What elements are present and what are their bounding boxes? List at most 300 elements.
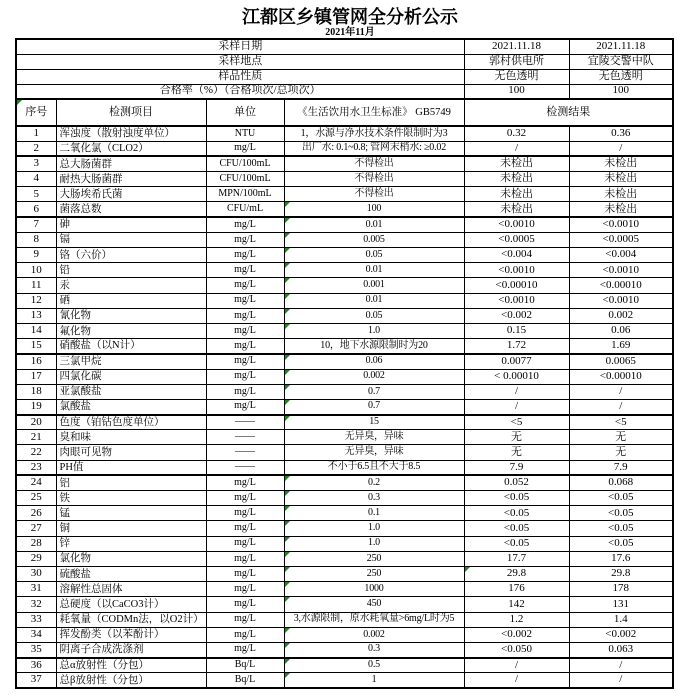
row-result-1: 无 (464, 430, 569, 445)
row-standard: 0.05 (284, 308, 464, 323)
row-result-1: <0.05 (464, 521, 569, 536)
row-item: 二氧化氯（CLO2） (56, 141, 206, 156)
row-standard: 不得检出 (284, 156, 464, 171)
row-result-2: 0.063 (569, 642, 673, 657)
row-item: 总大肠菌群 (56, 156, 206, 171)
row-result-2: <0.05 (569, 521, 673, 536)
row-no: 6 (16, 202, 56, 217)
row-result-1: / (464, 399, 569, 414)
row-no: 30 (16, 566, 56, 581)
row-unit: mg/L (206, 369, 284, 384)
row-result-2: <0.00010 (569, 278, 673, 293)
table-row (16, 278, 673, 293)
row-result-2: <0.05 (569, 491, 673, 506)
table-row (16, 551, 673, 566)
cell-flag-triangle (285, 643, 290, 648)
row-item: 阴离子合成洗涤剂 (56, 642, 206, 657)
data-section (16, 126, 673, 688)
row-unit: mg/L (206, 521, 284, 536)
row-item: 硒 (56, 293, 206, 308)
row-no: 26 (16, 506, 56, 521)
row-result-1: / (464, 673, 569, 688)
row-standard: 0.01 (284, 263, 464, 278)
table-row (16, 384, 673, 399)
table-row (16, 323, 673, 338)
row-standard: 不小于6.5且不大于8.5 (284, 460, 464, 475)
table-row (16, 658, 673, 673)
row-no: 17 (16, 369, 56, 384)
row-item: 臭和味 (56, 430, 206, 445)
row-no: 32 (16, 597, 56, 612)
info-label: 样品性质 (16, 69, 464, 84)
row-item: 溶解性总固体 (56, 582, 206, 597)
row-result-1: 29.8 (464, 566, 569, 581)
table-row (16, 339, 673, 354)
cell-flag-triangle (465, 567, 470, 572)
row-result-1: <0.05 (464, 491, 569, 506)
row-result-1: 176 (464, 582, 569, 597)
row-item: 大肠埃希氏菌 (56, 187, 206, 202)
row-result-1: <0.050 (464, 642, 569, 657)
table-row (16, 248, 673, 263)
cell-flag-triangle (285, 416, 290, 421)
row-result-1: <0.002 (464, 627, 569, 642)
row-standard: 0.06 (284, 354, 464, 369)
cell-flag-triangle (285, 582, 290, 587)
row-result-1: 未检出 (464, 187, 569, 202)
row-unit: mg/L (206, 354, 284, 369)
row-result-2: 178 (569, 582, 673, 597)
row-standard: 0.002 (284, 627, 464, 642)
row-result-2: 0.0065 (569, 354, 673, 369)
row-unit: mg/L (206, 263, 284, 278)
cell-flag-triangle (285, 659, 290, 664)
row-result-2: 未检出 (569, 172, 673, 187)
row-unit: Bq/L (206, 673, 284, 688)
cell-flag-triangle (285, 491, 290, 496)
row-unit: mg/L (206, 506, 284, 521)
table-row (16, 612, 673, 627)
row-result-1: 无 (464, 445, 569, 460)
row-standard: 1，水源与净水技术条件限制时为3 (284, 126, 464, 141)
row-result-2: <0.0010 (569, 293, 673, 308)
row-result-1: <0.0010 (464, 263, 569, 278)
row-result-2: 未检出 (569, 187, 673, 202)
page-subtitle: 2021年11月 (325, 27, 375, 38)
row-item: 镉 (56, 232, 206, 247)
row-unit: —— (206, 415, 284, 430)
row-no: 5 (16, 187, 56, 202)
row-no: 10 (16, 263, 56, 278)
row-result-2: 0.068 (569, 475, 673, 490)
row-no: 7 (16, 217, 56, 232)
row-result-1: 1.72 (464, 339, 569, 354)
table-row (16, 172, 673, 187)
row-item: 铝 (56, 475, 206, 490)
row-item: 肉眼可见物 (56, 445, 206, 460)
row-unit: mg/L (206, 248, 284, 263)
info-value-2: 无色透明 (569, 69, 673, 84)
row-unit: mg/L (206, 293, 284, 308)
table-row (16, 430, 673, 445)
cell-flag-triangle (285, 567, 290, 572)
row-result-1: 1.2 (464, 612, 569, 627)
row-no: 14 (16, 323, 56, 338)
table-row (16, 293, 673, 308)
row-result-2: / (569, 399, 673, 414)
row-standard: 不得检出 (284, 172, 464, 187)
table-row (16, 354, 673, 369)
row-result-1: / (464, 384, 569, 399)
row-unit: mg/L (206, 384, 284, 399)
row-result-1: 142 (464, 597, 569, 612)
row-result-2: / (569, 658, 673, 673)
table-row (16, 399, 673, 414)
info-section (16, 39, 673, 99)
table-row (16, 521, 673, 536)
row-standard: 0.1 (284, 506, 464, 521)
table-row (16, 627, 673, 642)
row-standard: 0.2 (284, 475, 464, 490)
info-label: 采样日期 (16, 39, 464, 54)
row-standard: 3,水源限制，原水耗氧量>6mg/L时为5 (284, 612, 464, 627)
info-value-1: 100 (464, 84, 569, 99)
row-no: 34 (16, 627, 56, 642)
row-unit: mg/L (206, 232, 284, 247)
header-section (16, 99, 673, 126)
info-row (16, 84, 673, 99)
table-row (16, 156, 673, 171)
row-no: 21 (16, 430, 56, 445)
row-standard: 1.0 (284, 521, 464, 536)
row-result-1: <0.00010 (464, 278, 569, 293)
row-result-1: <0.004 (464, 248, 569, 263)
row-result-1: 17.7 (464, 551, 569, 566)
row-standard: 1.0 (284, 536, 464, 551)
row-standard: 450 (284, 597, 464, 612)
row-standard: 0.3 (284, 642, 464, 657)
info-label: 采样地点 (16, 54, 464, 69)
row-result-2: 无 (569, 445, 673, 460)
row-standard: 0.002 (284, 369, 464, 384)
row-unit: NTU (206, 126, 284, 141)
row-result-1: 0.15 (464, 323, 569, 338)
table-row (16, 460, 673, 475)
cell-flag-triangle (285, 476, 290, 481)
row-no: 3 (16, 156, 56, 171)
row-result-1: 0.0077 (464, 354, 569, 369)
cell-flag-triangle (285, 309, 290, 314)
cell-flag-triangle (285, 400, 290, 405)
row-item: 总α放射性（分包） (56, 658, 206, 673)
row-result-2: / (569, 673, 673, 688)
row-item: 铜 (56, 521, 206, 536)
row-result-2: 17.6 (569, 551, 673, 566)
row-standard: 0.01 (284, 217, 464, 232)
cell-flag-triangle (285, 628, 290, 633)
row-result-2: 无 (569, 430, 673, 445)
row-unit: mg/L (206, 141, 284, 156)
row-item: 总硬度（以CaCO3计） (56, 597, 206, 612)
table-row (16, 126, 673, 141)
row-no: 12 (16, 293, 56, 308)
row-unit: mg/L (206, 491, 284, 506)
row-unit: mg/L (206, 627, 284, 642)
row-result-2: 1.69 (569, 339, 673, 354)
row-item: 锌 (56, 536, 206, 551)
row-unit: —— (206, 445, 284, 460)
row-no: 15 (16, 339, 56, 354)
info-value-2: 宜陵交警中队 (569, 54, 673, 69)
info-row (16, 69, 673, 84)
row-no: 36 (16, 658, 56, 673)
row-unit: mg/L (206, 339, 284, 354)
table-row (16, 642, 673, 657)
row-item: 硫酸盐 (56, 566, 206, 581)
row-unit: mg/L (206, 217, 284, 232)
row-result-1: <0.0005 (464, 232, 569, 247)
row-no: 4 (16, 172, 56, 187)
row-no: 35 (16, 642, 56, 657)
row-item: 挥发酚类（以苯酚计） (56, 627, 206, 642)
row-standard: 0.001 (284, 278, 464, 293)
cell-flag-triangle (285, 597, 290, 602)
cell-flag-triangle (17, 100, 22, 105)
row-unit: CFU/100mL (206, 172, 284, 187)
row-item: 耐热大肠菌群 (56, 172, 206, 187)
row-no: 33 (16, 612, 56, 627)
row-item: 三氯甲烷 (56, 354, 206, 369)
row-no: 11 (16, 278, 56, 293)
row-item: 浑浊度（散射浊度单位） (56, 126, 206, 141)
row-unit: mg/L (206, 475, 284, 490)
row-item: 铬（六价） (56, 248, 206, 263)
row-result-1: <0.0010 (464, 293, 569, 308)
row-unit: MPN/100mL (206, 187, 284, 202)
table-row (16, 141, 673, 156)
row-result-1: 未检出 (464, 172, 569, 187)
row-no: 37 (16, 673, 56, 688)
row-item: 砷 (56, 217, 206, 232)
row-item: 色度（铂钴色度单位） (56, 415, 206, 430)
table-row (16, 369, 673, 384)
table-row (16, 415, 673, 430)
row-standard: 1 (284, 673, 464, 688)
row-result-2: 29.8 (569, 566, 673, 581)
cell-flag-triangle (285, 355, 290, 360)
row-result-2: 0.06 (569, 323, 673, 338)
table-row (16, 232, 673, 247)
col-header-no: 序号 (16, 99, 56, 126)
info-label: 合格率（%）（合格项次/总项次） (16, 84, 464, 99)
row-item: 亚氯酸盐 (56, 384, 206, 399)
row-result-2: <0.05 (569, 536, 673, 551)
row-result-2: / (569, 384, 673, 399)
info-value-2: 100 (569, 84, 673, 99)
row-item: 汞 (56, 278, 206, 293)
col-header-standard: 《生活饮用水卫生标准》 GB5749 (284, 99, 464, 126)
row-unit: mg/L (206, 536, 284, 551)
row-no: 27 (16, 521, 56, 536)
cell-flag-triangle (285, 218, 290, 223)
cell-flag-triangle (285, 324, 290, 329)
row-unit: mg/L (206, 642, 284, 657)
table-row (16, 673, 673, 688)
row-standard: 出厂水: 0.1~0.8; 管网末梢水: ≥0.02 (284, 141, 464, 156)
row-no: 31 (16, 582, 56, 597)
info-value-1: 2021.11.18 (464, 39, 569, 54)
row-result-2: 未检出 (569, 156, 673, 171)
row-standard: 无异臭，异味 (284, 445, 464, 460)
table-row (16, 536, 673, 551)
row-standard: 0.7 (284, 399, 464, 414)
info-row (16, 54, 673, 69)
row-result-2: <0.0010 (569, 263, 673, 278)
row-item: 氯酸盐 (56, 399, 206, 414)
row-standard: 无异臭，异味 (284, 430, 464, 445)
col-header-unit: 单位 (206, 99, 284, 126)
cell-flag-triangle (285, 385, 290, 390)
row-no: 29 (16, 551, 56, 566)
table-row (16, 582, 673, 597)
table-row (16, 491, 673, 506)
row-item: 氟化物 (56, 323, 206, 338)
row-result-1: 7.9 (464, 460, 569, 475)
row-unit: CFU/100mL (206, 156, 284, 171)
column-header-row (16, 99, 673, 126)
table-row (16, 597, 673, 612)
row-no: 19 (16, 399, 56, 414)
row-standard: 0.005 (284, 232, 464, 247)
row-unit: mg/L (206, 566, 284, 581)
cell-flag-triangle (285, 552, 290, 557)
row-item: 菌落总数 (56, 202, 206, 217)
row-unit: mg/L (206, 582, 284, 597)
info-value-1: 郭村供电所 (464, 54, 569, 69)
row-unit: mg/L (206, 308, 284, 323)
row-unit: mg/L (206, 612, 284, 627)
row-standard: 不得检出 (284, 187, 464, 202)
row-no: 13 (16, 308, 56, 323)
row-item: 氯化物 (56, 551, 206, 566)
row-result-2: <0.00010 (569, 369, 673, 384)
cell-flag-triangle (285, 263, 290, 268)
row-standard: 1.0 (284, 323, 464, 338)
row-no: 18 (16, 384, 56, 399)
row-result-2: 131 (569, 597, 673, 612)
row-unit: mg/L (206, 551, 284, 566)
cell-flag-triangle (285, 521, 290, 526)
row-result-2: <0.004 (569, 248, 673, 263)
analysis-table (15, 38, 674, 689)
row-no: 24 (16, 475, 56, 490)
row-unit: mg/L (206, 278, 284, 293)
row-standard: 10，地下水源限制时为20 (284, 339, 464, 354)
row-item: 四氯化碳 (56, 369, 206, 384)
cell-flag-triangle (285, 506, 290, 511)
row-item: 氰化物 (56, 308, 206, 323)
row-result-1: 未检出 (464, 202, 569, 217)
row-result-2: <0.0005 (569, 232, 673, 247)
row-item: 总β放射性（分包） (56, 673, 206, 688)
row-result-2: <0.05 (569, 506, 673, 521)
row-standard: 0.01 (284, 293, 464, 308)
row-unit: Bq/L (206, 658, 284, 673)
row-result-2: 0.36 (569, 126, 673, 141)
table-row (16, 263, 673, 278)
cell-flag-triangle (285, 673, 290, 678)
cell-flag-triangle (285, 294, 290, 299)
row-result-1: <0.05 (464, 506, 569, 521)
row-no: 16 (16, 354, 56, 369)
row-standard: 250 (284, 566, 464, 581)
table-row (16, 445, 673, 460)
cell-flag-triangle (285, 202, 290, 207)
col-header-result: 检测结果 (464, 99, 673, 126)
cell-flag-triangle (285, 248, 290, 253)
table-row (16, 506, 673, 521)
info-row (16, 39, 673, 54)
info-value-1: 无色透明 (464, 69, 569, 84)
row-item: 硝酸盐（以N计） (56, 339, 206, 354)
row-unit: mg/L (206, 399, 284, 414)
row-result-1: <5 (464, 415, 569, 430)
row-unit: mg/L (206, 597, 284, 612)
row-item: PH值 (56, 460, 206, 475)
row-standard: 100 (284, 202, 464, 217)
row-no: 1 (16, 126, 56, 141)
row-no: 25 (16, 491, 56, 506)
row-standard: 0.05 (284, 248, 464, 263)
cell-flag-triangle (285, 233, 290, 238)
table-row (16, 187, 673, 202)
row-standard: 0.5 (284, 658, 464, 673)
row-standard: 250 (284, 551, 464, 566)
table-row (16, 475, 673, 490)
row-unit: CFU/mL (206, 202, 284, 217)
row-no: 8 (16, 232, 56, 247)
row-result-2: <5 (569, 415, 673, 430)
row-result-1: <0.05 (464, 536, 569, 551)
row-standard: 1000 (284, 582, 464, 597)
row-standard: 0.3 (284, 491, 464, 506)
row-unit: —— (206, 460, 284, 475)
row-result-1: 未检出 (464, 156, 569, 171)
row-unit: —— (206, 430, 284, 445)
row-result-2: 7.9 (569, 460, 673, 475)
row-no: 2 (16, 141, 56, 156)
cell-flag-triangle (285, 278, 290, 283)
row-result-1: <0.0010 (464, 217, 569, 232)
row-item: 锰 (56, 506, 206, 521)
row-no: 23 (16, 460, 56, 475)
row-item: 铁 (56, 491, 206, 506)
table-row (16, 217, 673, 232)
table-row (16, 566, 673, 581)
page-title: 江都区乡镇管网全分析公示 (242, 7, 458, 27)
row-result-1: 0.32 (464, 126, 569, 141)
row-result-1: / (464, 658, 569, 673)
row-standard: 0.7 (284, 384, 464, 399)
row-standard: 15 (284, 415, 464, 430)
row-unit: mg/L (206, 323, 284, 338)
row-result-1: < 0.00010 (464, 369, 569, 384)
col-header-item: 检测项目 (56, 99, 206, 126)
row-result-2: <0.0010 (569, 217, 673, 232)
row-result-2: <0.002 (569, 627, 673, 642)
row-result-2: 未检出 (569, 202, 673, 217)
row-item: 耗氧量（CODMn法，以O2计） (56, 612, 206, 627)
